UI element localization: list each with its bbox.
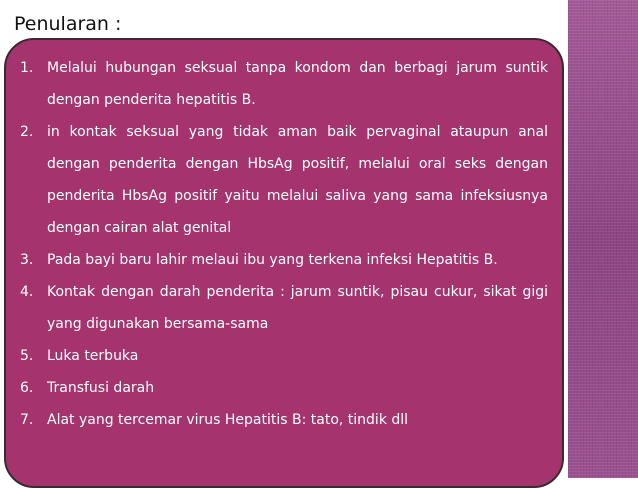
list-item xyxy=(20,276,548,340)
list-item xyxy=(20,340,548,372)
item-number: 4. xyxy=(20,284,34,300)
list-item xyxy=(20,116,548,244)
list-item xyxy=(20,404,548,436)
item-number: 3. xyxy=(20,252,34,268)
slide-title: Penularan : xyxy=(14,13,122,35)
item-text: Transfusi darah xyxy=(47,380,155,396)
item-text: Melalui hubungan seksual tanpa kondom dan berbagi jarum suntik dengan penderita hepatitis B. xyxy=(47,60,548,108)
item-number: 6. xyxy=(20,380,34,396)
item-number: 1. xyxy=(20,60,34,76)
list-item xyxy=(20,372,548,404)
item-number: 5. xyxy=(20,348,34,364)
item-text: Luka terbuka xyxy=(47,348,139,364)
item-text: Kontak dengan darah penderita : jarum suntik, pisau cukur, sikat gigi yang digunakan bersama-sama xyxy=(47,284,548,332)
item-text: in kontak seksual yang tidak aman baik pervaginal ataupun anal dengan penderita dengan HbsAg positif, melalui oral seks dengan penderita HbsAg positif yaitu melalui saliva yang sama infeksiusnya dengan cairan alat genital xyxy=(47,124,548,236)
transmission-list xyxy=(20,52,548,436)
item-text: Alat yang tercemar virus Hepatitis B: tato, tindik dll xyxy=(47,412,409,428)
item-number: 7. xyxy=(20,412,34,428)
decorative-side-stripe xyxy=(568,0,638,478)
item-text: Pada bayi baru lahir melaui ibu yang terkena infeksi Hepatitis B. xyxy=(47,252,498,268)
item-number: 2. xyxy=(20,124,34,140)
list-item xyxy=(20,244,548,276)
list-item xyxy=(20,52,548,116)
